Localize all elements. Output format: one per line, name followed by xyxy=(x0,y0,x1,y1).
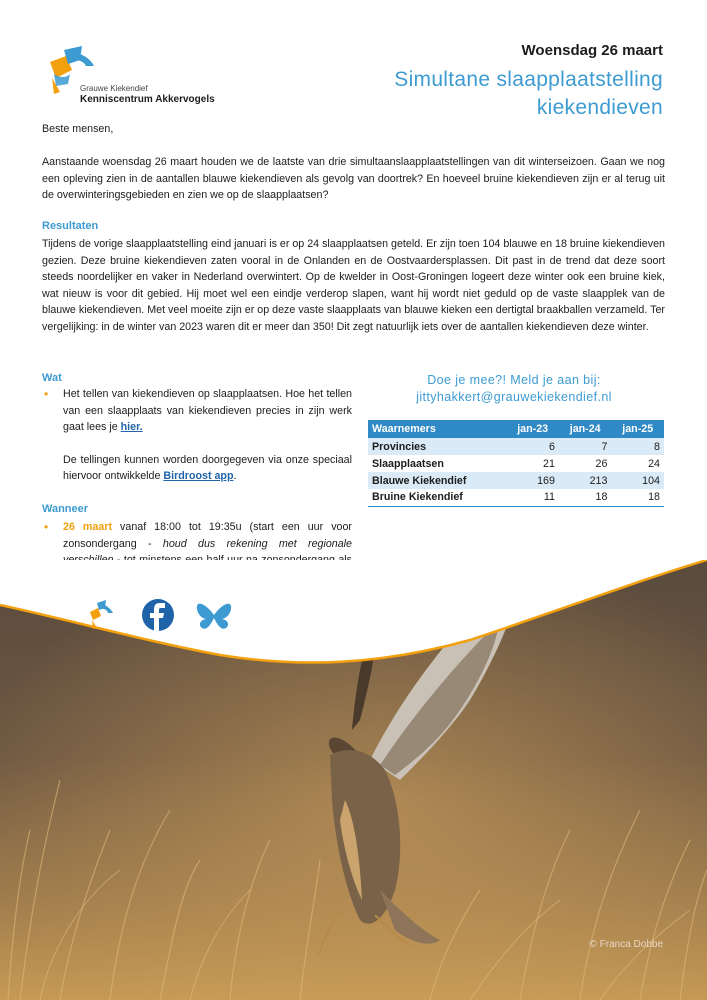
table-cell: 11 xyxy=(506,489,559,506)
intro-paragraph: Aanstaande woensdag 26 maart houden we de laatste van drie simultaanslaapplaatstellingen van dit winterseizoen. Gaan we nog een opleving zien in de aantallen blauwe kiekendieven als gevolg van doortrek? En hoeveel bruine kiekendieven zijn er al terug uit de overwinteringsgebieden en zien we op de slaapplaatsen? xyxy=(42,156,665,202)
social-icons xyxy=(88,598,248,632)
signup-line: Doe je mee?! Meld je aan bij: xyxy=(427,373,601,387)
table-cell: 24 xyxy=(611,455,664,472)
table-cell: 7 xyxy=(559,438,612,455)
table-cell: 169 xyxy=(506,472,559,489)
table-header-row xyxy=(368,420,664,438)
table-cell: 26 xyxy=(559,455,612,472)
table-cell: 18 xyxy=(611,489,664,506)
event-note: houd dus rekening met regionale xyxy=(162,537,353,550)
results-paragraph: Tijdens de vorige slaapplaatstelling eind januari is er op 24 slaapplaatsen geteld. Er zijn toen 104 blauwe en 18 bruine kiekendieven gezien. Deze bruine kiekendieven zaten vooral in de Onlanden en de Oostvaardersplassen. Dit past in de trend dat deze soort steeds noordelijker en vaker in Nederland overwintert. Op de kwelder in Oost-Groningen logeert deze winter ook een bruine kiek, wat nieuw is voor dit gebied. Hij moet wel een eindje verderop slapen, want hij wordt niet geduld op de vaste slaapplek van de blauwe kiekendieven. Met veel moeite zijn er op deze vaste slaapplaats van blauwe kieken een dertigtal braakballen verzameld. Ter vergelijking: in de winter van 2023 waren dit er meer dan 350! Dit zegt natuurlijk iets over de aantallen kiekendieven deze winter. xyxy=(42,238,665,333)
logo-icon[interactable] xyxy=(90,600,113,629)
wat-list xyxy=(42,386,352,485)
results-table xyxy=(368,420,664,507)
table-cell: Slaapplaatsen xyxy=(368,455,506,472)
signup-callout xyxy=(368,372,660,406)
table-cell: Bruine Kiekendief xyxy=(368,489,506,506)
event-time: vanaf 18:00 tot 19:35u (start een uur voor zonsondergang - xyxy=(63,521,352,550)
table-row xyxy=(368,455,664,472)
table-row xyxy=(368,472,664,489)
hier-link[interactable]: hier. xyxy=(120,421,143,434)
table-cell: 6 xyxy=(506,438,559,455)
bluesky-icon[interactable] xyxy=(197,604,231,629)
bullet-icon: • xyxy=(44,387,49,401)
logo-title: Kenniscentrum Akkervogels xyxy=(80,94,215,105)
table-cell: Blauwe Kiekendief xyxy=(368,472,506,489)
table-header: jan-25 xyxy=(611,420,664,438)
table-cell: 213 xyxy=(559,472,612,489)
bullet-icon: • xyxy=(44,520,49,534)
greeting: Beste mensen, xyxy=(42,123,114,135)
table-header: Waarnemers xyxy=(368,420,506,438)
results-heading: Resultaten xyxy=(42,220,99,232)
table-header: jan-23 xyxy=(506,420,559,438)
wat-app-text: De tellingen kunnen worden doorgegeven via onze speciaal hiervoor ontwikkelde xyxy=(63,453,352,483)
table-cell: 21 xyxy=(506,455,559,472)
signup-email-link[interactable]: jittyhakkert@grauwekiekendief.nl xyxy=(416,390,612,404)
page-title: Simultane slaapplaatstelling kiekendieven xyxy=(394,68,663,119)
table-cell: Provincies xyxy=(368,438,506,455)
birdroost-app-link[interactable]: Birdroost app xyxy=(163,470,234,483)
table-cell: 8 xyxy=(611,438,664,455)
table-cell: 104 xyxy=(611,472,664,489)
facebook-icon[interactable] xyxy=(142,599,174,631)
wat-heading: Wat xyxy=(42,372,62,384)
table-header: jan-24 xyxy=(559,420,612,438)
table-row xyxy=(368,438,664,455)
wat-text: Het tellen van kiekendieven op slaapplaatsen. Hoe het tellen van een slaapplaats van kiekendieven precies in zijn werk gaat lees je xyxy=(63,388,352,434)
table-row xyxy=(368,489,664,506)
logo-subtitle: Grauwe Kiekendief xyxy=(80,84,148,93)
wat-app-period: . xyxy=(233,470,237,483)
newsletter-date: Woensdag 26 maart xyxy=(521,42,663,59)
event-date: 26 maart xyxy=(63,521,113,533)
table-cell: 18 xyxy=(559,489,612,506)
photo-credit: © Franca Dobbe xyxy=(589,939,663,950)
list-item xyxy=(42,386,352,485)
wanneer-heading: Wanneer xyxy=(42,503,89,515)
